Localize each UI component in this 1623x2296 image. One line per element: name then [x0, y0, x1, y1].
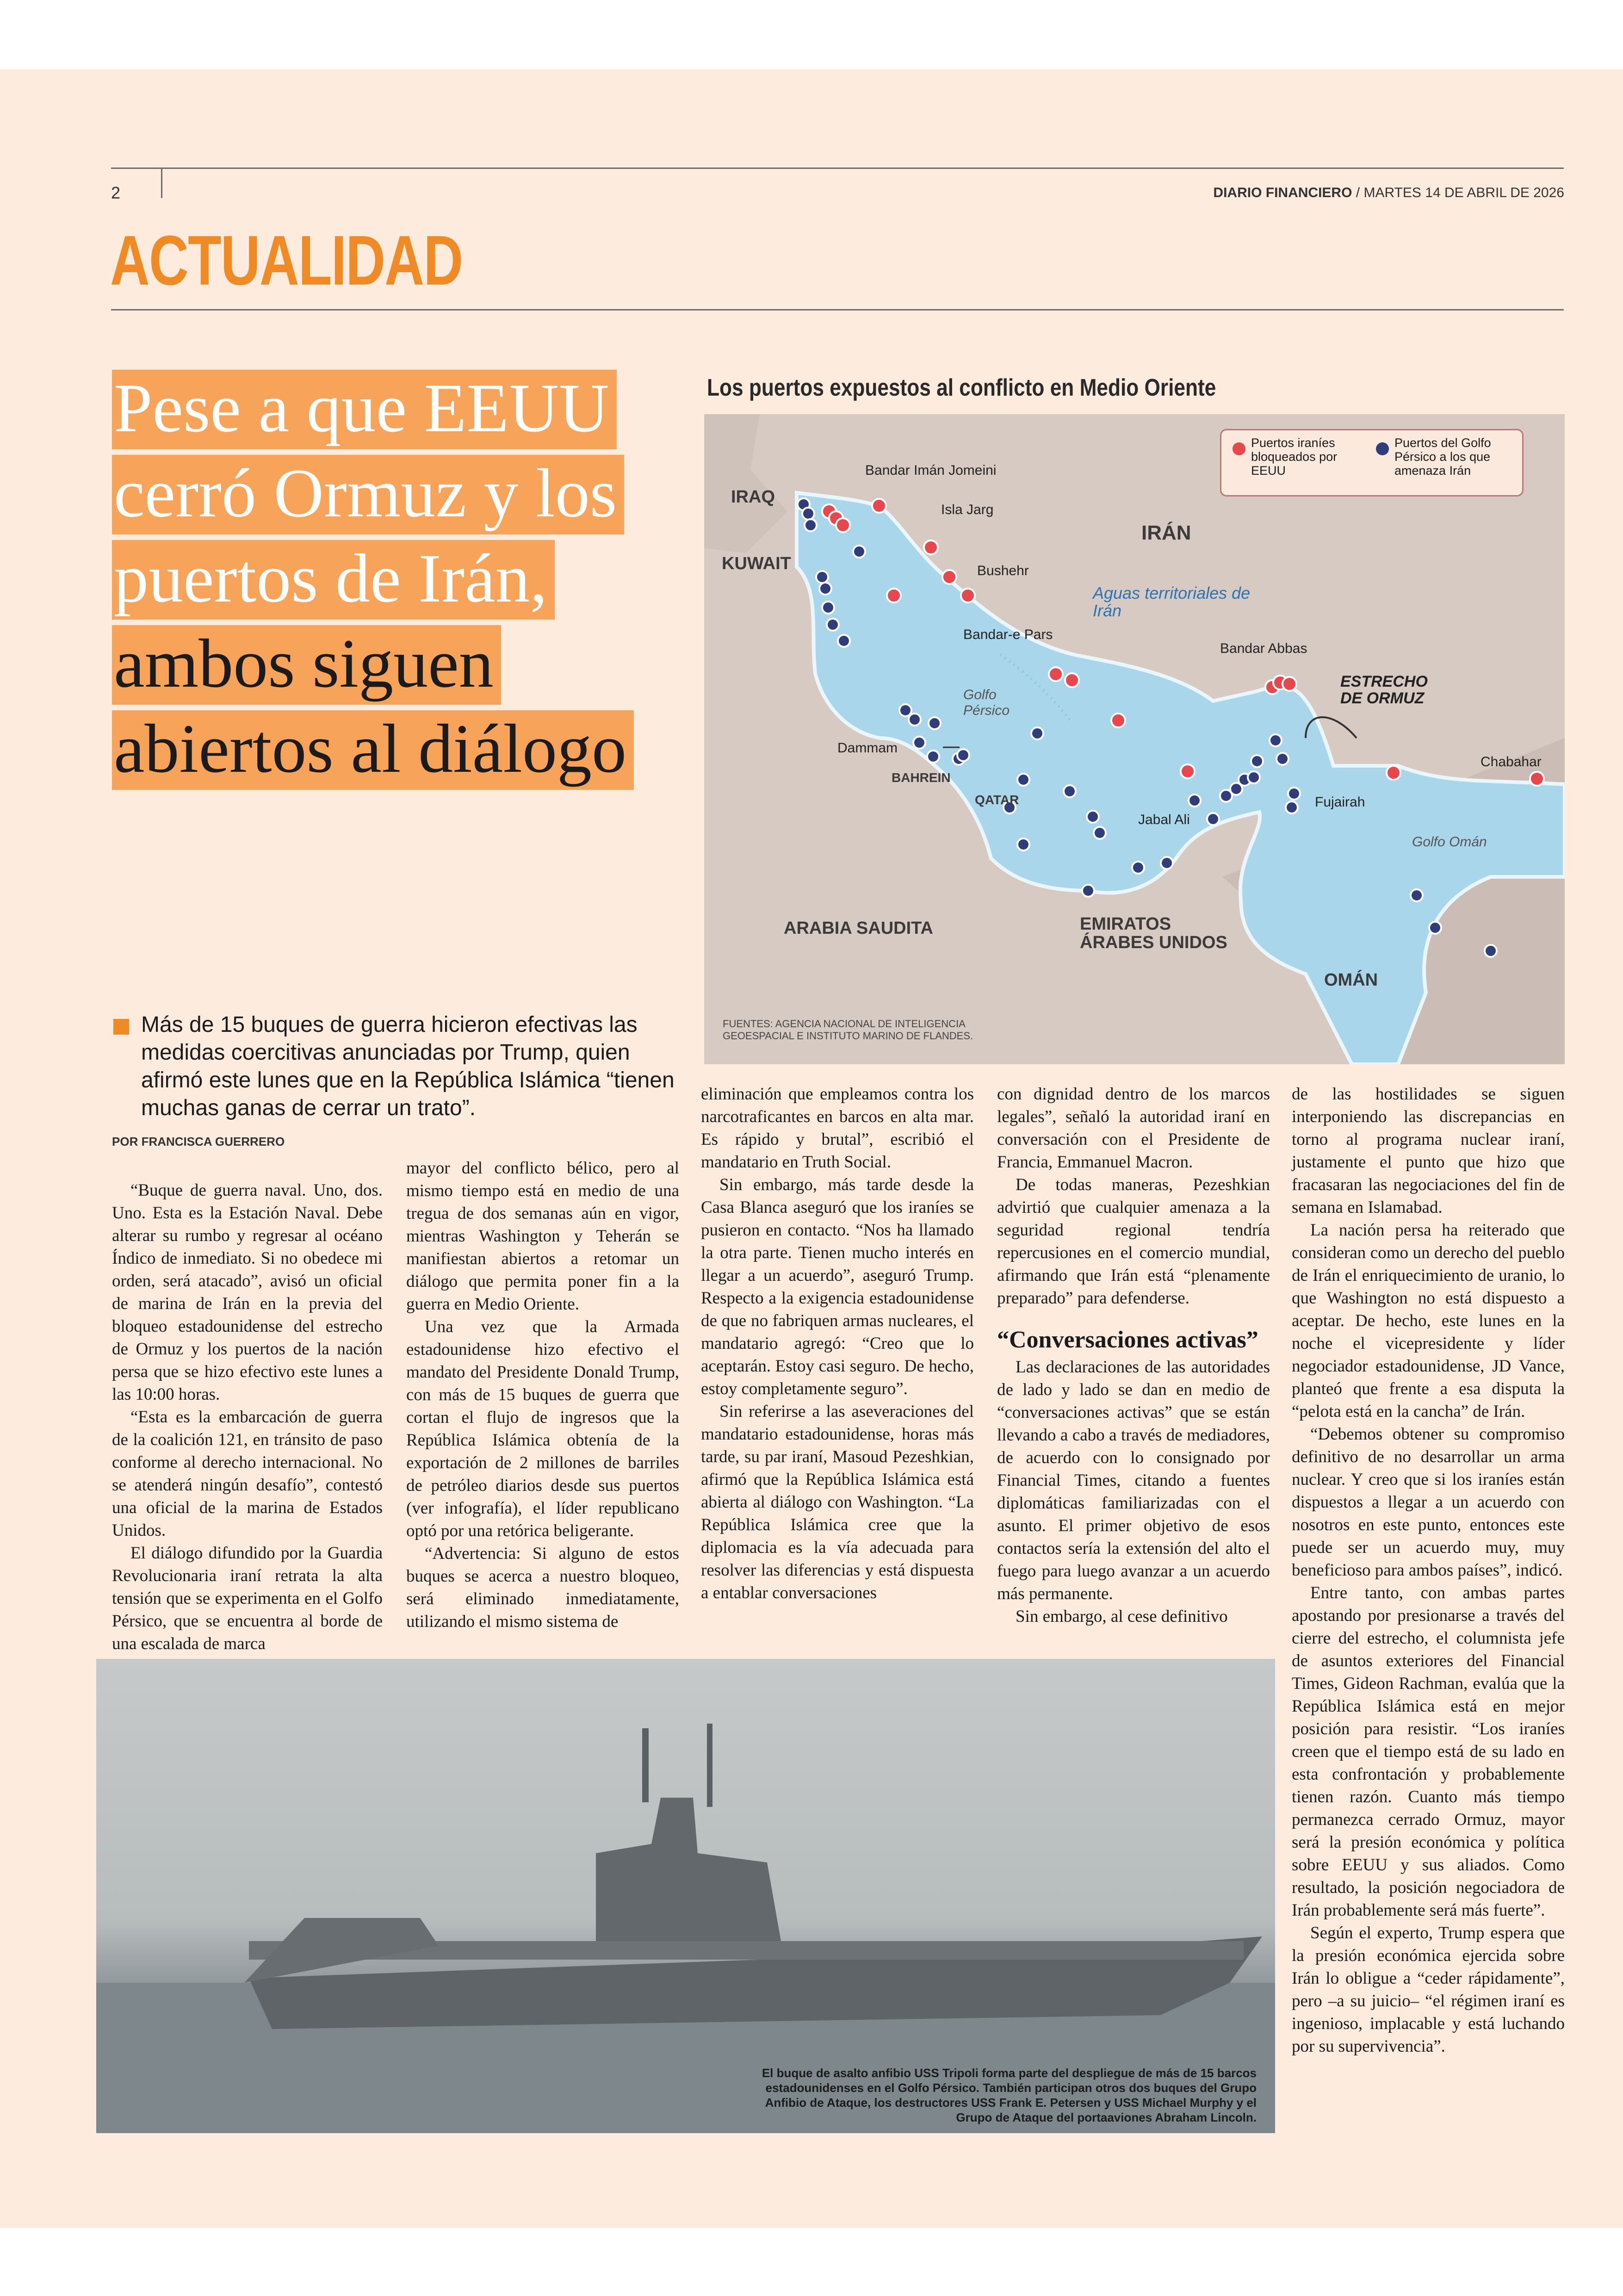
label-qatar: QATAR [975, 793, 1019, 807]
label-golfo-oman: Golfo Omán [1412, 834, 1487, 850]
paragraph: “Debemos obtener su compromiso definitivo de no desarrollar un arma nuclear. Y creo que si los iraníes están dispuestos a llegar a un acuerdo con nosotros en este punto, entonces este puede ser un acuerdo muy, muy beneficioso para ambos países”, indicó. [1292, 1425, 1565, 1580]
headline [112, 366, 686, 791]
map-legend [1220, 429, 1524, 496]
label-isla-jarg: Isla Jarg [941, 502, 994, 517]
paragraph: Entre tanto, con ambas partes apostando por presionarse a través del cierre del estrecho, el columnista jefe de asuntos exteriores del Financial Times, Gideon Rachman, evalúa que la República Islámica está en mejor posición para resistir. “Los iraníes creen que el tiempo está de su lado en esta confrontación y probablemente tienen razón. Cuanto más tiempo permanezca cerrado Ormuz, mayor será la presión económica y política sobre EEUU y sus aliados. Como resultado, la posición negociadora de Irán probablemente será más fuerte”. [1292, 1583, 1565, 1920]
ship-illustration [96, 1659, 1275, 2133]
section-rule [111, 309, 1564, 310]
headline-part2: ambos siguen abiertos al diálogo [112, 625, 634, 790]
paragraph: “Advertencia: Si alguno de estos buques se acerca a nuestro bloqueo, será eliminado inmediatamente, utilizando el mismo sistema de [406, 1544, 679, 1631]
paragraph: eliminación que empleamos contra los narcotraficantes en barcos en alta mar. Es rápido y brutal”, escribió el mandatario en Truth Social. [701, 1085, 974, 1172]
paragraph: de las hostilidades se siguen interponiendo las discrepancias en torno al programa nuclear iraní, justamente el punto que hizo que fracasaran las negociaciones del fin de semana en Islamabad. [1292, 1085, 1565, 1217]
mast-2 [707, 1724, 712, 1807]
paragraph: Sin embargo, más tarde desde la Casa Blanca aseguró que los iraníes se pusieron en contacto. “Nos ha llamado la otra parte. Tienen mucho interés en llegar a un acuerdo”, aseguró Trump. Respecto a la exigencia estadounidense de que no fabriquen armas nucleares, el mandatario agregó: “Creo que lo aceptarán. Estoy casi seguro. De hecho, estoy completamente seguro”. [701, 1175, 974, 1398]
paragraph: con dignidad dentro de los marcos legales”, señaló la autoridad iraní en conversación con el Presidente de Francia, Emmanuel Macron. [997, 1085, 1270, 1172]
header-rule [111, 168, 1564, 169]
legend-red-dot-icon [1233, 442, 1245, 455]
masthead-info [1213, 185, 1564, 201]
label-kuwait: KUWAIT [722, 554, 791, 573]
paragraph: Una vez que la Armada estadounidense hizo efectivo el mandato del Presidente Donald Trump, con más de 15 buques de guerra que cortan el flujo de ingresos que la República Islámica obtenía de la exportación de 2 millones de barriles de petróleo diarios desde sus puertos (ver infografía), el líder republicano optó por una retórica beligerante. [406, 1317, 679, 1540]
publication-name: DIARIO FINANCIERO [1213, 185, 1352, 200]
header-separator: / [1356, 185, 1360, 200]
paragraph: mayor del conflicto bélico, pero al mismo tiempo está en medio de una tregua de dos semanas aún en vigor, mientras Washington y Teherán se manifiestan abiertos a retomar un diálogo que permita poner fin a la guerra en Medio Oriente. [406, 1159, 679, 1314]
legend-red-label: Puertos iraníes bloqueados por EEUU [1251, 436, 1338, 478]
label-golfo-persico: Golfo Pérsico [963, 687, 1010, 718]
label-iran: IRÁN [1141, 521, 1191, 544]
label-emiratos: EMIRATOS ÁRABES UNIDOS [1080, 914, 1227, 952]
article-column-3 [701, 1083, 974, 1604]
label-chabahar: Chabahar [1481, 754, 1542, 769]
island-superstructure [596, 1798, 781, 1941]
article-column-1 [112, 1179, 383, 1655]
page-number: 2 [111, 183, 121, 202]
mast [642, 1728, 649, 1802]
paragraph: Sin referirse a las aseveraciones del mandatario estadounidense, horas más tarde, su par iraní, Masoud Pezeshkian, afirmó que la República Islámica está abierta al diálogo con Washington. “La República Islámica cree que la diplomacia es la vía adecuada para resolver las diferencias y está dispuesta a entablar conversaciones [701, 1402, 974, 1602]
label-estrecho: ESTRECHO DE ORMUZ [1340, 673, 1428, 707]
photo-caption: El buque de asalto anfibio USS Tripoli forma parte del despliegue de más de 15 barcos estadounidenses en el Golfo Pérsico. También participan otros dos buques del Grupo Anfibio de Ataque, los destructores USS Frank E. Petersen y USS Michael Murphy y el Grupo de Ataque del portaaviones Abraham Lincoln. [762, 2066, 1257, 2124]
article-column-4 [997, 1083, 1270, 1628]
header-tick [161, 168, 162, 198]
label-arabia: ARABIA SAUDITA [784, 918, 933, 938]
label-oman: OMÁN [1324, 970, 1378, 990]
label-bahrein: BAHREIN [892, 770, 951, 785]
legend-blue-label: Puertos del Golfo Pérsico a los que amenaza Irán [1394, 436, 1491, 478]
legend-blue-dot-icon [1376, 442, 1389, 455]
paragraph: Según el experto, Trump espera que la presión económica ejercida sobre Irán lo obligue a “ceder rápidamente”, pero –a su juicio– “el régimen iraní es ingenioso, implacable y está luchando por su supervivencia”. [1292, 1924, 1565, 2056]
byline: POR FRANCISCA GUERRERO [112, 1135, 285, 1148]
paragraph: Sin embargo, al cese definitivo [1016, 1607, 1228, 1626]
ship-photo [96, 1659, 1275, 2133]
map-svg [704, 414, 1565, 1064]
label-bandar-iman: Bandar Imán Jomeini [865, 463, 997, 478]
paragraph: “Buque de guerra naval. Uno, dos. Uno. Esta es la Estación Naval. Debe alterar su rumbo y regresar al océano Índico de inmediato. Si no obedece mi orden, será atacado”, avisó un oficial de marina de Irán en la previa del bloqueo estadounidense del estrecho de Ormuz y los puertos de la nación persa que se hizo efectivo este lunes a las 10:00 horas. [112, 1181, 383, 1404]
paragraph: La nación persa ha reiterado que consideran como un derecho del pueblo de Irán el enriquecimiento de uranio, lo que Washington no está dispuesto a aceptar. De hecho, este lunes en la noche el vicepresidente y líder negociador estadounidense, JD Vance, planteó que frente a esa disputa la “pelota está en la cancha” de Irán. [1292, 1221, 1565, 1421]
map-source: FUENTES: AGENCIA NACIONAL DE INTELIGENCIA GEOESPACIAL E INSTITUTO MARINO DE FLANDES. [723, 1018, 973, 1042]
headline-part1: Pese a que EEUU cerró Ormuz y los puertos de Irán, [112, 370, 624, 620]
section-title: ACTUALIDAD [110, 221, 463, 300]
paragraph: El diálogo difundido por la Guardia Revolucionaria iraní retrata la alta tensión que se experimenta en el Golfo Pérsico, que se encuentra al borde de una escalada de marca [112, 1544, 383, 1653]
lead-bullet-icon [113, 1019, 129, 1035]
map-title: Los puertos expuestos al conflicto en Medio Oriente [707, 374, 1216, 401]
label-aguas: Aguas territoriales de Irán [1093, 583, 1251, 620]
label-jabal-ali: Jabal Ali [1138, 812, 1190, 827]
article-column-5 [1292, 1083, 1565, 2058]
label-bushehr: Bushehr [977, 563, 1029, 578]
infographic-map [704, 414, 1565, 1064]
label-bandar-e-pars: Bandar-e Pars [963, 627, 1053, 642]
paragraph: Las declaraciones de las autoridades de lado y lado se dan en medio de “conversaciones activas” que se están llevando a cabo a través de mediadores, de acuerdo con lo consignado por Financial Times, citando a fuentes diplomáticas familiarizadas con el asunto. El primer objetivo de esos contactos sería la extensión del alto el fuego para luego avanzar a un acuerdo más permanente. [997, 1358, 1270, 1603]
lead-text: Más de 15 buques de guerra hicieron efectivas las medidas coercitivas anunciadas por Trump, quien afirmó este lunes que en la República Islámica “tienen muchas ganas de cerrar un trato”. [141, 1012, 675, 1120]
paragraph: “Esta es la embarcación de guerra de la coalición 121, en tránsito de paso conforme al derecho internacional. No se atenderá ningún desafío”, contestó una oficial de la marina de Estados Unidos. [112, 1408, 383, 1540]
label-dammam: Dammam [837, 740, 898, 756]
label-bandar-abbas: Bandar Abbas [1220, 641, 1307, 656]
label-fujairah: Fujairah [1315, 794, 1365, 810]
label-iraq: IRAQ [731, 487, 775, 507]
subhead: “Conversaciones activas” [997, 1327, 1258, 1353]
article-column-2 [406, 1157, 679, 1633]
paragraph: De todas maneras, Pezeshkian advirtió que cualquier amenaza a la seguridad regional tendría repercusiones en el comercio mundial, afirmando que Irán está “plenamente preparado” para defenderse. [997, 1175, 1270, 1308]
publication-date: MARTES 14 DE ABRIL DE 2026 [1363, 185, 1564, 200]
